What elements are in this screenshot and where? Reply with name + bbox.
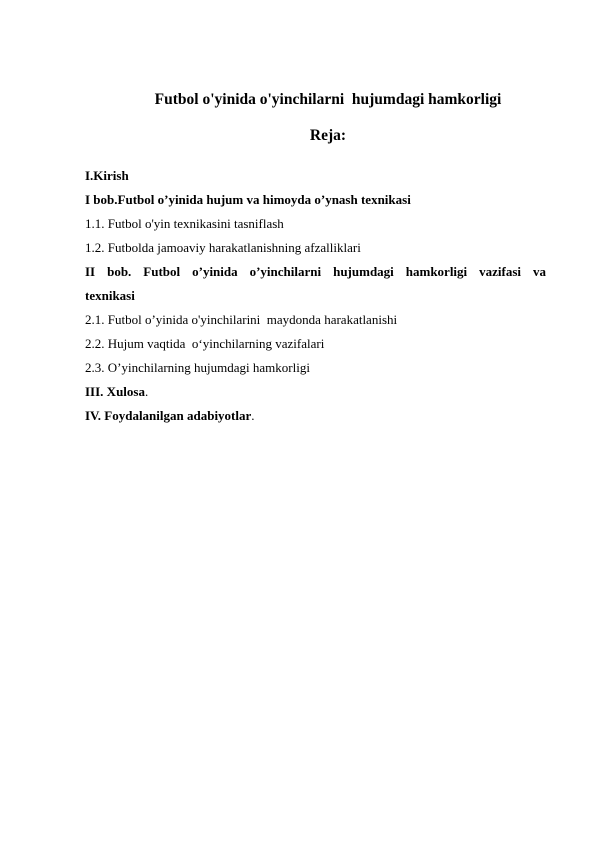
- toc-item-1-2: 1.2. Futbolda jamoaviy harakatlanishning afzalliklari: [85, 240, 361, 255]
- toc-item-2-1: 2.1. Futbol o’yinida o'yinchilarini maydonda harakatlanishi: [85, 312, 398, 327]
- toc-chapter-2-line-2: texnikasi: [85, 288, 135, 303]
- toc-item-1-1: 1.1. Futbol o'yin texnikasini tasniflash: [85, 216, 284, 231]
- toc-conclusion-period: .: [144, 384, 149, 399]
- table-of-contents: [85, 164, 546, 428]
- toc-chapter-1: I bob.Futbol o’yinida hujum va himoyda o’ynash texnikasi: [85, 192, 411, 207]
- toc-references-label: IV. Foydalanilgan adabiyotlar: [85, 408, 252, 423]
- plan-heading: Reja:: [309, 127, 347, 144]
- toc-references: [85, 404, 546, 428]
- toc-item-2-3: 2.3. O’yinchilarning hujumdagi hamkorligi: [85, 360, 310, 375]
- toc-chapter-2-line-1: II bob. Futbol o’yinida o’yinchilarni hujumdagi hamkorligi vazifasi va: [85, 264, 546, 279]
- toc-references-period: .: [251, 408, 255, 423]
- toc-conclusion-label: III. Xulosa: [85, 384, 145, 399]
- toc-item-2-2: 2.2. Hujum vaqtida o‘yinchilarning vazifalari: [85, 336, 325, 351]
- toc-conclusion: [85, 380, 546, 404]
- document-title: Futbol o'yinida o'yinchilarni hujumdagi hamkorligi: [154, 91, 502, 108]
- toc-intro: I.Kirish: [85, 168, 129, 183]
